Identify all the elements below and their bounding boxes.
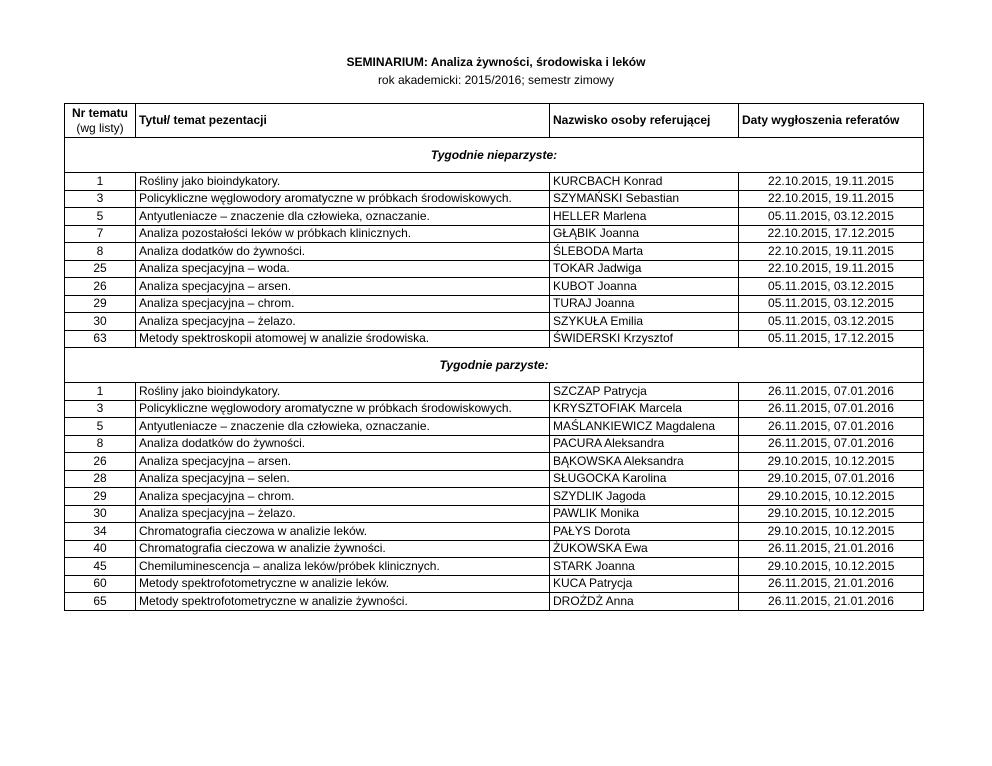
cell-presentation-dates: 05.11.2015, 03.12.2015: [739, 295, 924, 313]
cell-presentation-dates: 05.11.2015, 03.12.2015: [739, 313, 924, 331]
column-header-title: Tytuł/ temat pezentacji: [136, 104, 550, 138]
cell-topic-title: Analiza dodatków do żywności.: [136, 243, 550, 261]
cell-presenter-name: ŚWIDERSKI Krzysztof: [550, 330, 739, 348]
cell-presenter-name: SŁUGOCKA Karolina: [550, 470, 739, 488]
cell-topic-title: Chemiluminescencja – analiza leków/próbek klinicznych.: [136, 558, 550, 576]
cell-presenter-name: SZYKUŁA Emilia: [550, 313, 739, 331]
table-row: [65, 505, 924, 523]
cell-topic-number: 60: [65, 575, 136, 593]
column-header-person: Nazwisko osoby referującej: [550, 104, 739, 138]
cell-topic-title: Analiza specjacyjna – żelazo.: [136, 505, 550, 523]
cell-presentation-dates: 26.11.2015, 07.01.2016: [739, 383, 924, 401]
cell-presenter-name: MAŚLANKIEWICZ Magdalena: [550, 418, 739, 436]
cell-topic-title: Policykliczne węglowodory aromatyczne w próbkach środowiskowych.: [136, 400, 550, 418]
cell-topic-number: 1: [65, 383, 136, 401]
cell-presenter-name: PACURA Aleksandra: [550, 435, 739, 453]
table-row: [65, 470, 924, 488]
cell-presenter-name: SZYDLIK Jagoda: [550, 488, 739, 506]
cell-topic-number: 3: [65, 190, 136, 208]
table-body: [65, 138, 924, 611]
section-label: Tygodnie nieparzyste:: [65, 138, 924, 173]
cell-presenter-name: PAŁYS Dorota: [550, 523, 739, 541]
cell-presenter-name: KUCA Patrycja: [550, 575, 739, 593]
cell-topic-number: 1: [65, 173, 136, 191]
cell-presenter-name: STARK Joanna: [550, 558, 739, 576]
cell-topic-number: 29: [65, 488, 136, 506]
cell-topic-title: Metody spektroskopii atomowej w analizie środowiska.: [136, 330, 550, 348]
table-row: [65, 575, 924, 593]
cell-topic-title: Chromatografia cieczowa w analizie leków.: [136, 523, 550, 541]
cell-presentation-dates: 05.11.2015, 03.12.2015: [739, 208, 924, 226]
cell-topic-number: 7: [65, 225, 136, 243]
cell-topic-title: Rośliny jako bioindykatory.: [136, 383, 550, 401]
section-header-row: [65, 138, 924, 173]
cell-topic-title: Analiza specjacyjna – żelazo.: [136, 313, 550, 331]
table-row: [65, 208, 924, 226]
cell-topic-number: 26: [65, 453, 136, 471]
table-row: [65, 243, 924, 261]
cell-topic-number: 30: [65, 313, 136, 331]
table-header-row: [65, 104, 924, 138]
cell-presenter-name: TOKAR Jadwiga: [550, 260, 739, 278]
table-row: [65, 488, 924, 506]
table-row: [65, 540, 924, 558]
cell-topic-number: 5: [65, 418, 136, 436]
cell-presenter-name: KRYSZTOFIAK Marcela: [550, 400, 739, 418]
page-subtitle: rok akademicki: 2015/2016; semestr zimowy: [377, 73, 615, 87]
cell-presentation-dates: 22.10.2015, 19.11.2015: [739, 243, 924, 261]
cell-topic-title: Analiza specjacyjna – woda.: [136, 260, 550, 278]
table-row: [65, 330, 924, 348]
table-row: [65, 173, 924, 191]
table-row: [65, 278, 924, 296]
cell-presentation-dates: 26.11.2015, 21.01.2016: [739, 540, 924, 558]
cell-presentation-dates: 22.10.2015, 19.11.2015: [739, 260, 924, 278]
table-row: [65, 435, 924, 453]
table-row: [65, 190, 924, 208]
cell-presenter-name: ŻUKOWSKA Ewa: [550, 540, 739, 558]
cell-topic-number: 3: [65, 400, 136, 418]
cell-topic-number: 63: [65, 330, 136, 348]
table-row: [65, 453, 924, 471]
cell-topic-title: Metody spektrofotometryczne w analizie leków.: [136, 575, 550, 593]
table-row: [65, 295, 924, 313]
cell-topic-title: Antyutleniacze – znaczenie dla człowieka, oznaczanie.: [136, 208, 550, 226]
cell-topic-number: 29: [65, 295, 136, 313]
cell-presenter-name: KURCBACH Konrad: [550, 173, 739, 191]
cell-presentation-dates: 29.10.2015, 10.12.2015: [739, 558, 924, 576]
cell-presentation-dates: 29.10.2015, 10.12.2015: [739, 523, 924, 541]
seminar-schedule-table: [64, 103, 924, 611]
table-row: [65, 523, 924, 541]
cell-topic-number: 34: [65, 523, 136, 541]
cell-topic-number: 8: [65, 243, 136, 261]
column-header-dates: Daty wygłoszenia referatów: [739, 104, 924, 138]
cell-presentation-dates: 29.10.2015, 10.12.2015: [739, 453, 924, 471]
cell-topic-title: Chromatografia cieczowa w analizie żywności.: [136, 540, 550, 558]
cell-topic-number: 45: [65, 558, 136, 576]
cell-presenter-name: SZCZAP Patrycja: [550, 383, 739, 401]
cell-topic-number: 65: [65, 593, 136, 611]
cell-presenter-name: GŁĄBIK Joanna: [550, 225, 739, 243]
table-row: [65, 558, 924, 576]
cell-presenter-name: PAWLIK Monika: [550, 505, 739, 523]
cell-presentation-dates: 29.10.2015, 10.12.2015: [739, 505, 924, 523]
page-title: SEMINARIUM: Analiza żywności, środowiska i leków: [346, 55, 646, 69]
table-row: [65, 225, 924, 243]
cell-topic-title: Analiza dodatków do żywności.: [136, 435, 550, 453]
cell-presenter-name: ŚLEBODA Marta: [550, 243, 739, 261]
cell-topic-title: Analiza specjacyjna – chrom.: [136, 295, 550, 313]
cell-presenter-name: KUBOT Joanna: [550, 278, 739, 296]
cell-presentation-dates: 05.11.2015, 17.12.2015: [739, 330, 924, 348]
cell-topic-number: 8: [65, 435, 136, 453]
cell-presenter-name: DROŻDŻ Anna: [550, 593, 739, 611]
cell-presentation-dates: 26.11.2015, 07.01.2016: [739, 400, 924, 418]
table-row: [65, 418, 924, 436]
cell-presenter-name: BĄKOWSKA Aleksandra: [550, 453, 739, 471]
cell-topic-number: 28: [65, 470, 136, 488]
cell-topic-title: Analiza pozostałości leków w próbkach klinicznych.: [136, 225, 550, 243]
table-row: [65, 400, 924, 418]
cell-presentation-dates: 22.10.2015, 19.11.2015: [739, 173, 924, 191]
cell-topic-number: 30: [65, 505, 136, 523]
cell-topic-number: 26: [65, 278, 136, 296]
column-header-nr-label: Nr tematu: [71, 105, 128, 120]
cell-presentation-dates: 26.11.2015, 07.01.2016: [739, 435, 924, 453]
cell-presentation-dates: 29.10.2015, 10.12.2015: [739, 488, 924, 506]
cell-topic-title: Analiza specjacyjna – chrom.: [136, 488, 550, 506]
cell-topic-number: 40: [65, 540, 136, 558]
cell-presenter-name: SZYMAŃSKI Sebastian: [550, 190, 739, 208]
cell-presentation-dates: 29.10.2015, 07.01.2016: [739, 470, 924, 488]
section-header-row: [65, 348, 924, 383]
cell-topic-number: 25: [65, 260, 136, 278]
cell-topic-title: Rośliny jako bioindykatory.: [136, 173, 550, 191]
table-row: [65, 313, 924, 331]
section-label: Tygodnie parzyste:: [65, 348, 924, 383]
cell-topic-title: Analiza specjacyjna – arsen.: [136, 453, 550, 471]
column-header-nr-sublabel: (wg listy): [76, 120, 124, 135]
cell-presentation-dates: 26.11.2015, 21.01.2016: [739, 593, 924, 611]
table-row: [65, 593, 924, 611]
cell-presenter-name: TURAJ Joanna: [550, 295, 739, 313]
cell-presentation-dates: 05.11.2015, 03.12.2015: [739, 278, 924, 296]
cell-topic-title: Policykliczne węglowodory aromatyczne w próbkach środowiskowych.: [136, 190, 550, 208]
cell-presentation-dates: 22.10.2015, 19.11.2015: [739, 190, 924, 208]
column-header-nr: [65, 104, 136, 138]
cell-presentation-dates: 22.10.2015, 17.12.2015: [739, 225, 924, 243]
cell-topic-title: Metody spektrofotometryczne w analizie żywności.: [136, 593, 550, 611]
cell-topic-title: Analiza specjacyjna – arsen.: [136, 278, 550, 296]
cell-presenter-name: HELLER Marlena: [550, 208, 739, 226]
table-row: [65, 260, 924, 278]
table-row: [65, 383, 924, 401]
cell-topic-title: Analiza specjacyjna – selen.: [136, 470, 550, 488]
cell-topic-title: Antyutleniacze – znaczenie dla człowieka, oznaczanie.: [136, 418, 550, 436]
cell-presentation-dates: 26.11.2015, 07.01.2016: [739, 418, 924, 436]
cell-topic-number: 5: [65, 208, 136, 226]
cell-presentation-dates: 26.11.2015, 21.01.2016: [739, 575, 924, 593]
